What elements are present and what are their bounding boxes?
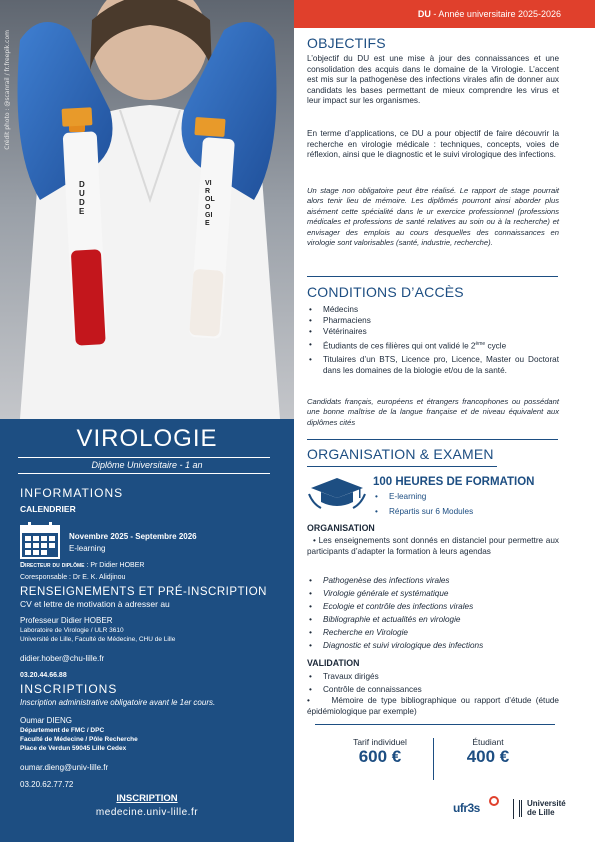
conditions-heading: CONDITIONS D’ACCÈS bbox=[307, 284, 464, 300]
condition-4-end: cycle bbox=[485, 341, 507, 351]
contact-faculty: Faculté de Médecine / Pôle Recherche bbox=[20, 736, 138, 743]
hours-title: 100 HEURES DE FORMATION bbox=[373, 476, 535, 488]
calendar-icon bbox=[20, 521, 60, 559]
validation-bullet: • bbox=[307, 696, 332, 705]
title-top-rule bbox=[18, 457, 270, 458]
banner-year: - Année universitaire 2025-2026 bbox=[430, 9, 561, 19]
tube-right-label: VIROLOGIE bbox=[205, 180, 215, 227]
inscriptions-heading: INSCRIPTIONS bbox=[20, 682, 118, 696]
validation-label: VALIDATION bbox=[307, 658, 360, 668]
year-banner bbox=[294, 0, 595, 28]
univ-line-1: Université bbox=[527, 799, 566, 808]
contact-address: Place de Verdun 59045 Lille Cedex bbox=[20, 745, 127, 752]
module-item: • Recherche en Virologie bbox=[307, 627, 559, 638]
page-title: VIROLOGIE bbox=[76, 425, 218, 452]
professor-name: Professeur Didier HOBER bbox=[20, 616, 113, 625]
module-item: • Bibliographie et actualités en virologie bbox=[307, 614, 559, 625]
validation-list bbox=[307, 671, 559, 695]
diploma-subtitle: Diplôme Universitaire - 1 an bbox=[91, 460, 203, 470]
hours-list bbox=[373, 491, 563, 517]
price-student-label: Étudiant bbox=[472, 737, 504, 747]
univ-lille-mark-icon bbox=[519, 800, 522, 817]
org-text-content: Les enseignements sont donnés en distanciel pour permettre aux participants d’adapter la formation à leurs agendas bbox=[307, 536, 559, 556]
logo-separator bbox=[513, 799, 514, 819]
condition-item bbox=[307, 339, 559, 352]
module-item: • Virologie générale et systématique bbox=[307, 588, 559, 599]
ufr3s-text: ufr3s bbox=[453, 801, 480, 815]
contact-email[interactable]: oumar.dieng@univ-lille.fr bbox=[20, 763, 109, 772]
univ-lille-logo bbox=[527, 800, 566, 817]
banner-du: DU bbox=[417, 9, 431, 19]
calendrier-heading: CALENDRIER bbox=[20, 504, 76, 514]
price-separator bbox=[433, 738, 434, 780]
validation-item: • Travaux dirigés bbox=[307, 671, 559, 682]
univ-line-2: de Lille bbox=[527, 807, 555, 817]
hours-item: • E-learning bbox=[373, 491, 563, 502]
ufr3s-logo bbox=[453, 796, 503, 818]
director-line bbox=[20, 562, 144, 569]
graduation-cap-icon bbox=[307, 474, 367, 512]
objectifs-paragraph-1: L’objectif du DU est une mise à jour des connaissances et une consolidation des acquis dans le domaine de la Virologie. L’accent est mis sur la pathogenèse des infections virales afin de donner aux candidats les bases permettant de mieux comprendre les virus et leur impact sur les organismes. bbox=[307, 54, 559, 106]
cv-instructions: CV et lettre de motivation à adresser au bbox=[20, 599, 170, 609]
module-item: • Ecologie et contrôle des infections virales bbox=[307, 601, 559, 612]
price-student: 400 € bbox=[466, 747, 510, 766]
divider bbox=[307, 439, 558, 440]
conditions-note: Candidats français, européens et étrangers francophones ou possédant une bonne maîtrise de la langue française et de niveau équivalent aux diplômes cités bbox=[307, 397, 559, 427]
lab-tubes-illustration bbox=[0, 0, 294, 419]
price-individual-label: Tarif individuel bbox=[353, 737, 407, 747]
contact-name: Oumar DIENG bbox=[20, 716, 73, 725]
inscription-link-label[interactable]: INSCRIPTION bbox=[116, 793, 178, 804]
divider bbox=[315, 724, 555, 725]
inscription-note: Inscription administrative obligatoire avant le 1er cours. bbox=[20, 698, 216, 707]
objectifs-paragraph-2: En terme d’applications, ce DU a pour objectif de faire découvrir la recherche en virologie médicale : techniques, concepts, voies de réflexion, ainsi que le diagnostic et le suivi virologique des infections. bbox=[307, 129, 559, 160]
calendar-mode: E-learning bbox=[69, 544, 106, 553]
website-link[interactable]: medecine.univ-lille.fr bbox=[95, 807, 199, 818]
informations-heading: INFORMATIONS bbox=[20, 486, 124, 500]
professor-email[interactable]: didier.hober@chu-lille.fr bbox=[20, 654, 105, 663]
director-name: : Pr Didier HOBER bbox=[84, 562, 145, 569]
renseignements-heading: RENSEIGNEMENTS ET PRÉ-INSCRIPTION bbox=[20, 586, 267, 598]
org-bullet: • bbox=[313, 536, 319, 545]
professor-phone[interactable]: 03.20.44.66.88 bbox=[20, 672, 67, 679]
laboratory: Laboratoire de Virologie / ULR 3610 bbox=[20, 627, 124, 634]
coresponsable: Coresponsable : Dr E. K. Alidjinou bbox=[20, 574, 126, 581]
condition-4-text: Étudiants de ces filières qui ont validé le 2 bbox=[323, 341, 476, 351]
hours-item: • Répartis sur 6 Modules bbox=[373, 506, 563, 517]
validation-item: • Contrôle de connaissances bbox=[307, 684, 559, 695]
module-item: • Diagnostic et suivi virologique des infections bbox=[307, 640, 559, 651]
photo-credit: Crédit photo : @scanrail / fr.freepik.com bbox=[4, 30, 11, 150]
condition-item: • Titulaires d’un BTS, Licence pro, Licence, Master ou Doctorat dans les domaines de la biologie et/ou de la santé. bbox=[307, 354, 559, 376]
calendar-dates: Novembre 2025 - Septembre 2026 bbox=[69, 532, 197, 541]
info-panel bbox=[0, 419, 294, 842]
condition-item: • Médecins bbox=[307, 304, 559, 315]
contact-phone[interactable]: 03.20.62.77.72 bbox=[20, 780, 74, 789]
contact-department: Département de FMC / DPC bbox=[20, 727, 105, 734]
university-affiliation: Université de Lille, Faculté de Médecine, CHU de Lille bbox=[20, 636, 176, 643]
tube-left-label: DU DE bbox=[79, 180, 85, 216]
objectifs-heading: OBJECTIFS bbox=[307, 35, 386, 51]
divider bbox=[307, 466, 497, 467]
validation-3-text: Mémoire de type bibliographique ou rapport d’étude (étude épidémiologique par exemple) bbox=[307, 696, 559, 716]
condition-4-sup: ème bbox=[475, 341, 486, 347]
organisation-label: ORGANISATION bbox=[307, 523, 375, 533]
hero-photo bbox=[0, 0, 294, 419]
price-individual: 600 € bbox=[358, 747, 402, 766]
divider bbox=[307, 276, 558, 277]
ufr3s-mark-icon bbox=[487, 796, 501, 806]
director-label: Directeur du diplôme bbox=[20, 562, 85, 569]
condition-item: • Pharmaciens bbox=[307, 315, 559, 326]
organisation-heading: ORGANISATION & EXAMEN bbox=[307, 446, 494, 462]
organisation-text bbox=[307, 536, 559, 557]
objectifs-paragraph-3: Un stage non obligatoire peut être réalisé. Le rapport de stage pourrait alors tenir lieu de mémoire. Les diplômés pourront ainsi aborder plus aisément cette spécialité dans le ur exercice professionnel (professions médicales et professions de santé relatives au soin ou à la recherche) et envisager des emplois au cours desquelles des connaissances en virologie sont valorisables (santé, industrie, recherche). bbox=[307, 186, 559, 248]
modules-list bbox=[307, 575, 559, 651]
module-item: • Pathogenèse des infections virales bbox=[307, 575, 559, 586]
title-bottom-rule bbox=[18, 473, 270, 474]
conditions-list bbox=[307, 304, 559, 376]
condition-item: • Vétérinaires bbox=[307, 326, 559, 337]
validation-item-3 bbox=[307, 696, 559, 717]
